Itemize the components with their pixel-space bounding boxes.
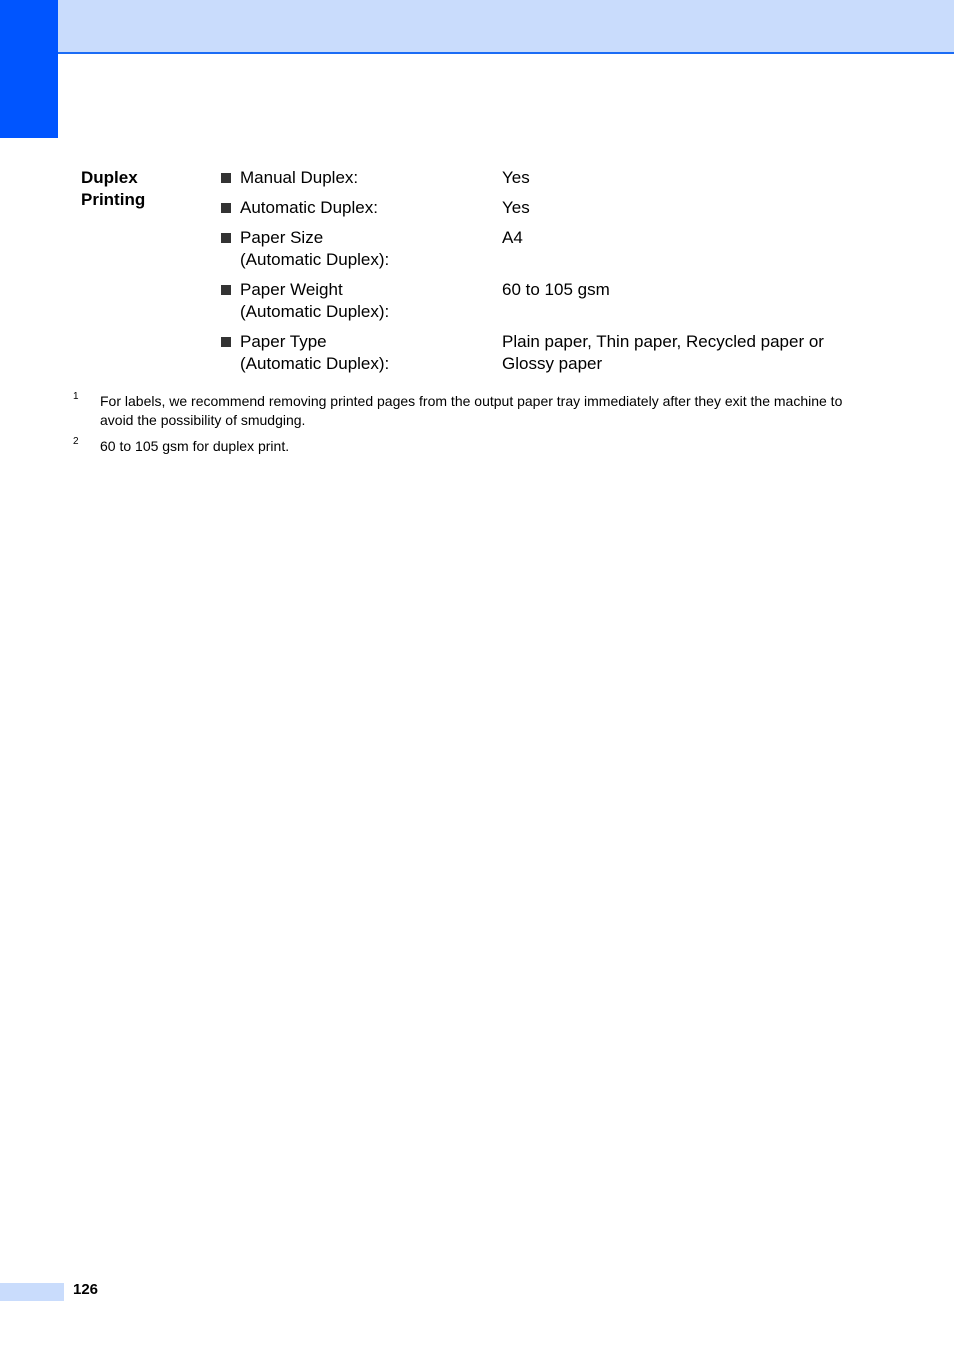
footnote-number: 2 [73, 436, 79, 447]
spec-name: Paper Weight (Automatic Duplex): [240, 280, 390, 321]
spec-row-manual-duplex [221, 167, 881, 189]
footnote-number: 1 [73, 391, 79, 402]
section-label: Duplex Printing [81, 168, 146, 209]
footnote-text: For labels, we recommend removing printed pages from the output paper tray immediately after they exit the machine to avoid the possibility of smudging. [100, 393, 843, 428]
spec-name: Paper Size (Automatic Duplex): [240, 228, 390, 269]
spec-value: Yes [502, 168, 530, 187]
bullet-square-icon [221, 167, 233, 189]
spec-value: A4 [502, 228, 523, 247]
bullet-square-icon [221, 197, 233, 219]
spec-value: 60 to 105 gsm [502, 280, 610, 299]
spec-name: Automatic Duplex: [240, 198, 378, 217]
page-number: 126 [73, 1281, 99, 1298]
spec-list [221, 167, 881, 383]
footnotes [73, 392, 873, 463]
bullet-square-icon [221, 227, 233, 271]
chapter-tab [0, 0, 58, 138]
bullet-square-icon [221, 279, 233, 323]
spec-name: Manual Duplex: [240, 168, 359, 187]
spec-value: Yes [502, 198, 530, 217]
bullet-square-icon [221, 331, 233, 375]
spec-row-paper-weight [221, 279, 881, 323]
header-band [58, 0, 954, 54]
spec-row-paper-type [221, 331, 881, 375]
spec-row-paper-size [221, 227, 881, 271]
page-number-band [0, 1283, 64, 1301]
spec-value: Plain paper, Thin paper, Recycled paper or Glossy paper [502, 332, 824, 373]
footnote-1 [73, 392, 873, 430]
spec-name: Paper Type (Automatic Duplex): [240, 332, 390, 373]
footnote-2 [73, 437, 873, 456]
spec-row-automatic-duplex [221, 197, 881, 219]
footnote-text: 60 to 105 gsm for duplex print. [100, 438, 290, 454]
